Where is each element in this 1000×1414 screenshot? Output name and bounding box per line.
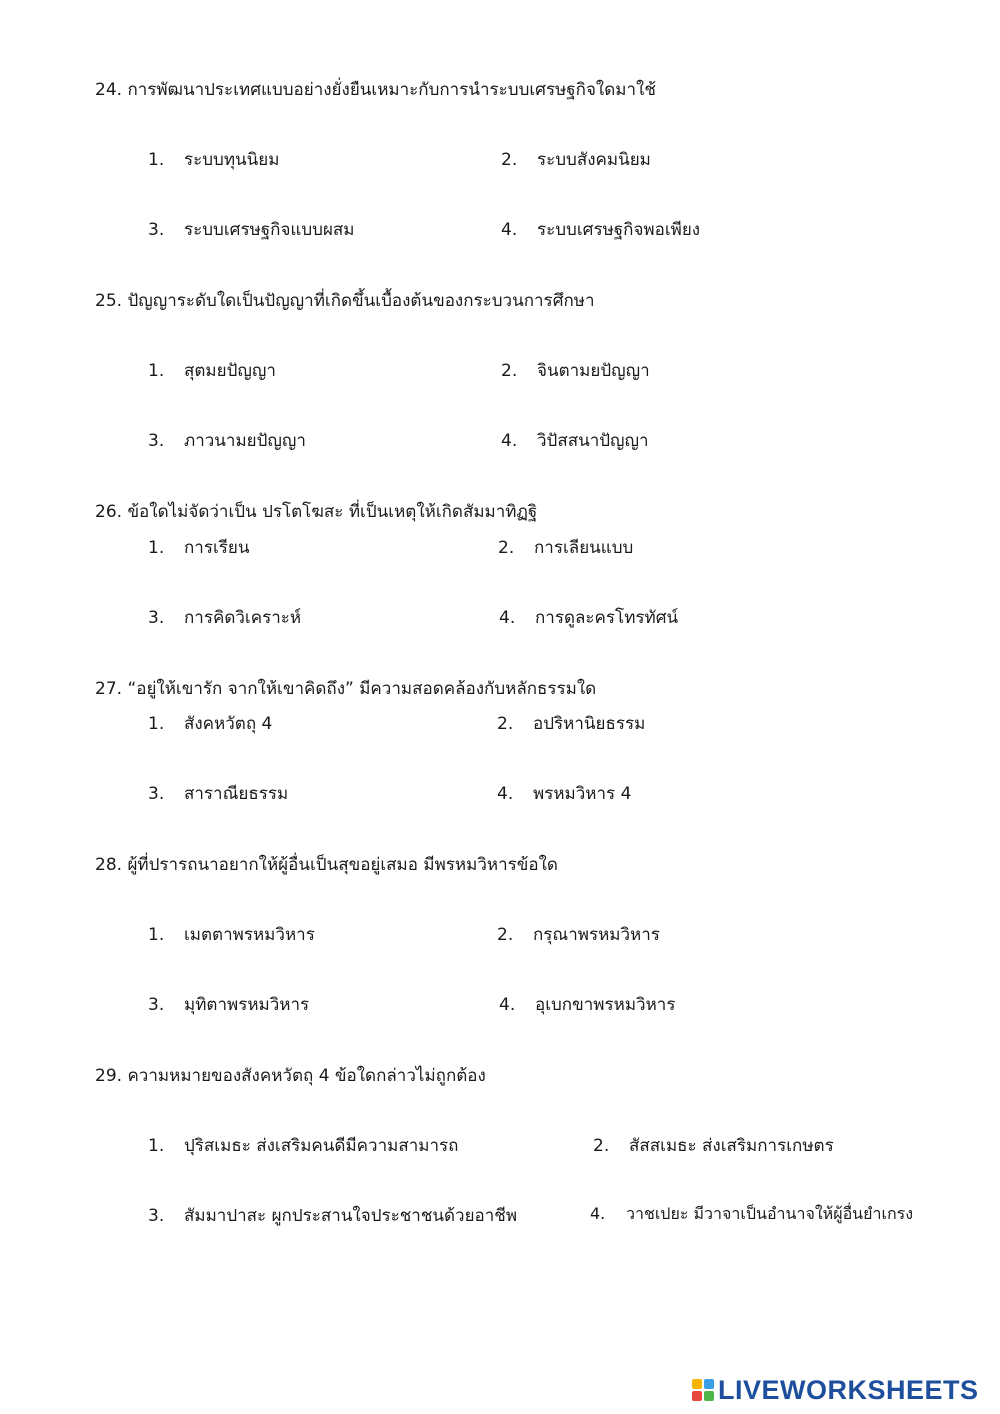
question-25-stem: 25. ปัญญาระดับใดเป็นปัญญาที่เกิดขึ้นเบื้องต้นของกระบวนการศึกษา bbox=[95, 291, 595, 311]
option-text: ระบบเศรษฐกิจแบบผสม bbox=[184, 220, 355, 240]
option-text: ปุริสเมธะ ส่งเสริมคนดีมีความสามารถ bbox=[184, 1136, 459, 1156]
question-24-option-1[interactable] bbox=[148, 146, 279, 173]
option-number: 4. bbox=[497, 784, 514, 804]
question-24-option-3[interactable] bbox=[148, 216, 355, 243]
question-27-option-4[interactable] bbox=[497, 780, 631, 807]
question-25-option-4[interactable] bbox=[501, 427, 649, 454]
option-text: การคิดวิเคราะห์ bbox=[184, 608, 302, 628]
question-28-option-4[interactable] bbox=[499, 991, 675, 1018]
question-25-option-2[interactable] bbox=[501, 357, 650, 384]
option-number: 1. bbox=[148, 150, 165, 170]
option-number: 2. bbox=[497, 714, 514, 734]
option-text: วิปัสสนาปัญญา bbox=[537, 431, 649, 451]
option-text: ภาวนามยปัญญา bbox=[184, 431, 306, 451]
option-number: 2. bbox=[501, 150, 518, 170]
option-text: เมตตาพรหมวิหาร bbox=[184, 925, 315, 945]
option-text: สังคหวัตถุ 4 bbox=[184, 714, 273, 734]
logo-square bbox=[704, 1391, 714, 1401]
liveworksheets-wordmark: LIVEWORKSHEETS bbox=[718, 1374, 979, 1405]
question-24-option-4[interactable] bbox=[501, 216, 700, 243]
question-27-option-2[interactable] bbox=[497, 710, 645, 737]
option-number: 2. bbox=[498, 538, 515, 558]
option-number: 2. bbox=[593, 1136, 610, 1156]
question-24-option-2[interactable] bbox=[501, 146, 651, 173]
option-number: 2. bbox=[497, 925, 514, 945]
option-number: 4. bbox=[499, 608, 516, 628]
liveworksheets-logo-icon bbox=[692, 1379, 714, 1401]
option-text: ระบบทุนนิยม bbox=[184, 150, 280, 170]
option-text: พรหมวิหาร 4 bbox=[533, 784, 632, 804]
option-text: มุทิตาพรหมวิหาร bbox=[184, 995, 310, 1015]
option-text: การดูละครโทรทัศน์ bbox=[535, 608, 679, 628]
option-number: 4. bbox=[499, 995, 516, 1015]
question-26-option-4[interactable] bbox=[499, 604, 678, 631]
option-text: อุเบกขาพรหมวิหาร bbox=[535, 995, 676, 1015]
question-25-option-1[interactable] bbox=[148, 357, 276, 384]
option-number: 1. bbox=[148, 538, 165, 558]
option-number: 4. bbox=[590, 1204, 606, 1223]
option-number: 3. bbox=[148, 1206, 165, 1226]
option-text: ระบบสังคมนิยม bbox=[537, 150, 651, 170]
option-number: 3. bbox=[148, 784, 165, 804]
liveworksheets-logo bbox=[692, 1374, 979, 1406]
question-28-stem: 28. ผู้ที่ปรารถนาอยากให้ผู้อื่นเป็นสุขอยู่เสมอ มีพรหมวิหารข้อใด bbox=[95, 855, 558, 875]
question-28-option-2[interactable] bbox=[497, 921, 660, 948]
option-number: 1. bbox=[148, 361, 165, 381]
option-text: สัสสเมธะ ส่งเสริมการเกษตร bbox=[629, 1136, 834, 1156]
option-number: 3. bbox=[148, 608, 165, 628]
question-28-option-3[interactable] bbox=[148, 991, 309, 1018]
option-text: จินตามยปัญญา bbox=[537, 361, 650, 381]
question-27-stem: 27. “อยู่ให้เขารัก จากให้เขาคิดถึง” มีความสอดคล้องกับหลักธรรมใด bbox=[95, 679, 597, 699]
option-text: สัมมาปาสะ ผูกประสานใจประชาชนด้วยอาชีพ bbox=[184, 1206, 518, 1226]
option-number: 4. bbox=[501, 431, 518, 451]
question-29-option-2[interactable] bbox=[593, 1132, 834, 1159]
question-27-option-1[interactable] bbox=[148, 710, 272, 737]
option-text: สาราณียธรรม bbox=[184, 784, 289, 804]
option-number: 3. bbox=[148, 995, 165, 1015]
question-24-stem: 24. การพัฒนาประเทศแบบอย่างยั่งยืนเหมาะกับการนำระบบเศรษฐกิจใดมาใช้ bbox=[95, 80, 656, 100]
option-text: ระบบเศรษฐกิจพอเพียง bbox=[537, 220, 701, 240]
option-number: 4. bbox=[501, 220, 518, 240]
option-text: สุตมยปัญญา bbox=[184, 361, 276, 381]
question-29-stem: 29. ความหมายของสังคหวัตถุ 4 ข้อใดกล่าวไม่ถูกต้อง bbox=[95, 1066, 486, 1086]
option-number: 1. bbox=[148, 925, 165, 945]
option-text: อปริหานิยธรรม bbox=[533, 714, 646, 734]
question-27-option-3[interactable] bbox=[148, 780, 288, 807]
question-28-option-1[interactable] bbox=[148, 921, 315, 948]
logo-square bbox=[704, 1379, 714, 1389]
option-text: การเรียน bbox=[184, 538, 250, 558]
option-number: 1. bbox=[148, 714, 165, 734]
option-text: การเลียนแบบ bbox=[534, 538, 634, 558]
question-26-option-2[interactable] bbox=[498, 534, 633, 561]
question-26-option-1[interactable] bbox=[148, 534, 250, 561]
question-29-option-3[interactable] bbox=[148, 1202, 517, 1229]
question-29-option-4[interactable] bbox=[590, 1202, 913, 1227]
logo-square bbox=[692, 1379, 702, 1389]
option-number: 2. bbox=[501, 361, 518, 381]
option-text: กรุณาพรหมวิหาร bbox=[533, 925, 660, 945]
option-number: 1. bbox=[148, 1136, 165, 1156]
question-26-stem: 26. ข้อใดไม่จัดว่าเป็น ปรโตโฆสะ ที่เป็นเหตุให้เกิดสัมมาทิฏฐิ bbox=[95, 502, 538, 522]
option-number: 3. bbox=[148, 220, 165, 240]
option-number: 3. bbox=[148, 431, 165, 451]
question-25-option-3[interactable] bbox=[148, 427, 306, 454]
logo-square bbox=[692, 1391, 702, 1401]
question-26-option-3[interactable] bbox=[148, 604, 301, 631]
question-29-option-1[interactable] bbox=[148, 1132, 458, 1159]
option-text: วาชเปยะ มีวาจาเป็นอำนาจให้ผู้อื่นยำเกรง bbox=[626, 1204, 914, 1223]
